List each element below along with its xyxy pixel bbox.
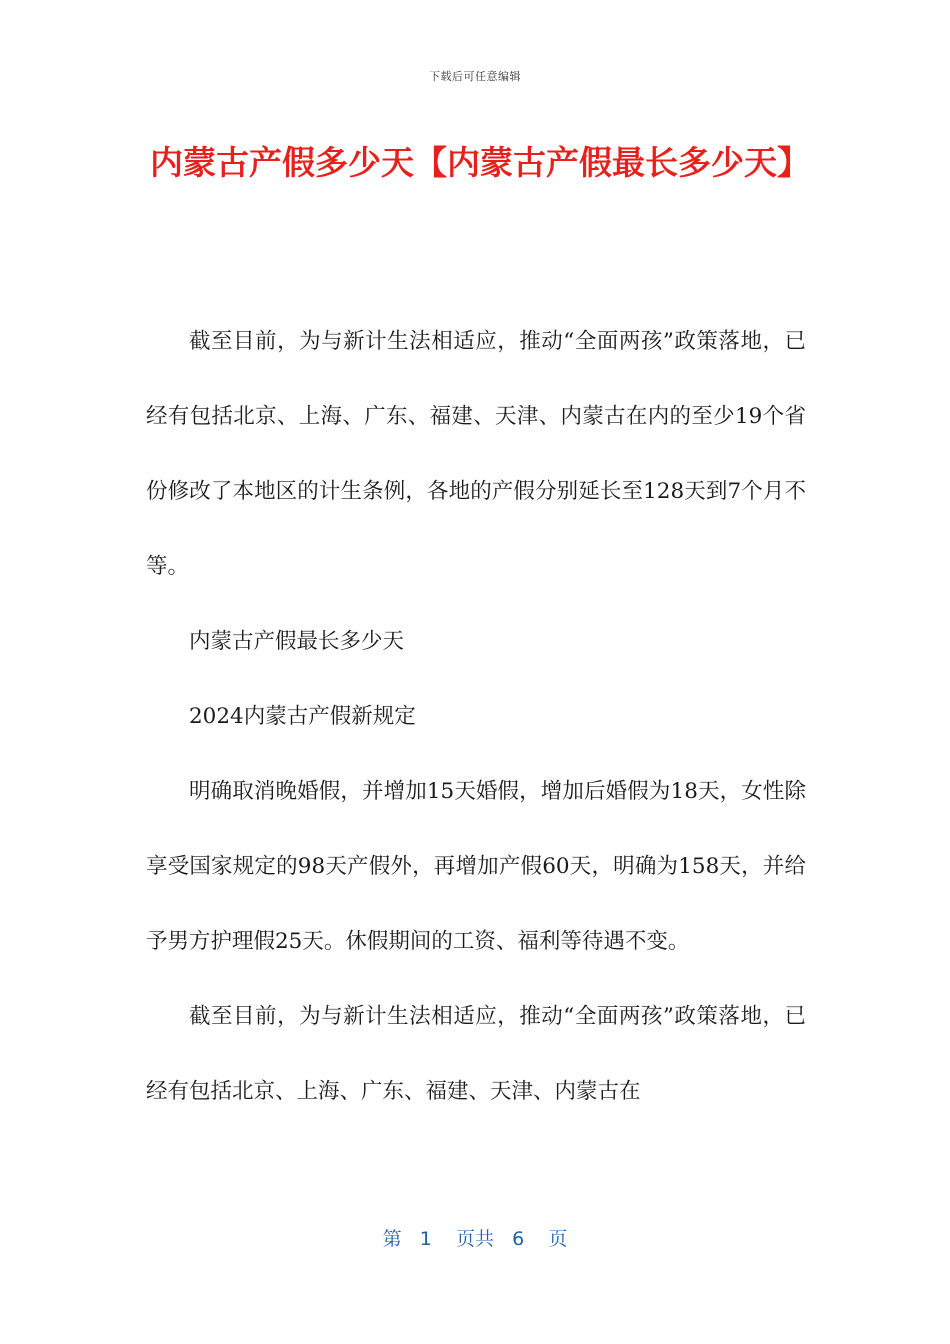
page-footer xyxy=(0,1224,950,1251)
paragraph-rules-detail: 明确取消晚婚假，并增加15天婚假，增加后婚假为18天，女性除享受国家规定的98天产假外，再增加产假60天，明确为158天，并给予男方护理假25天。休假期间的工资、福利等待遇不变。 xyxy=(146,779,806,954)
footer-current-page: 1 xyxy=(419,1228,432,1250)
document-title: 内蒙古产假多少天【内蒙古产假最长多少天】 xyxy=(150,143,810,182)
footer-middle: 页共 xyxy=(455,1228,494,1250)
paragraph-subheading-new-rules: 2024内蒙古产假新规定 xyxy=(189,704,416,729)
paragraph-subheading-max-days: 内蒙古产假最长多少天 xyxy=(189,629,405,654)
footer-total-pages: 6 xyxy=(512,1228,525,1250)
document-body xyxy=(146,304,806,1129)
footer-suffix: 页 xyxy=(548,1228,568,1250)
footer-prefix: 第 xyxy=(382,1228,402,1250)
paragraph-intro: 截至目前，为与新计生法相适应，推动“全面两孩”政策落地，已经有包括北京、上海、广东、福建、天津、内蒙古在内的至少19个省份修改了本地区的计生条例，各地的产假分别延长至128天到7个月不等。 xyxy=(146,329,806,579)
paragraph-repeat-intro: 截至目前，为与新计生法相适应，推动“全面两孩”政策落地，已经有包括北京、上海、广东、福建、天津、内蒙古在 xyxy=(146,1004,806,1104)
header-note: 下载后可任意编辑 xyxy=(429,70,521,83)
